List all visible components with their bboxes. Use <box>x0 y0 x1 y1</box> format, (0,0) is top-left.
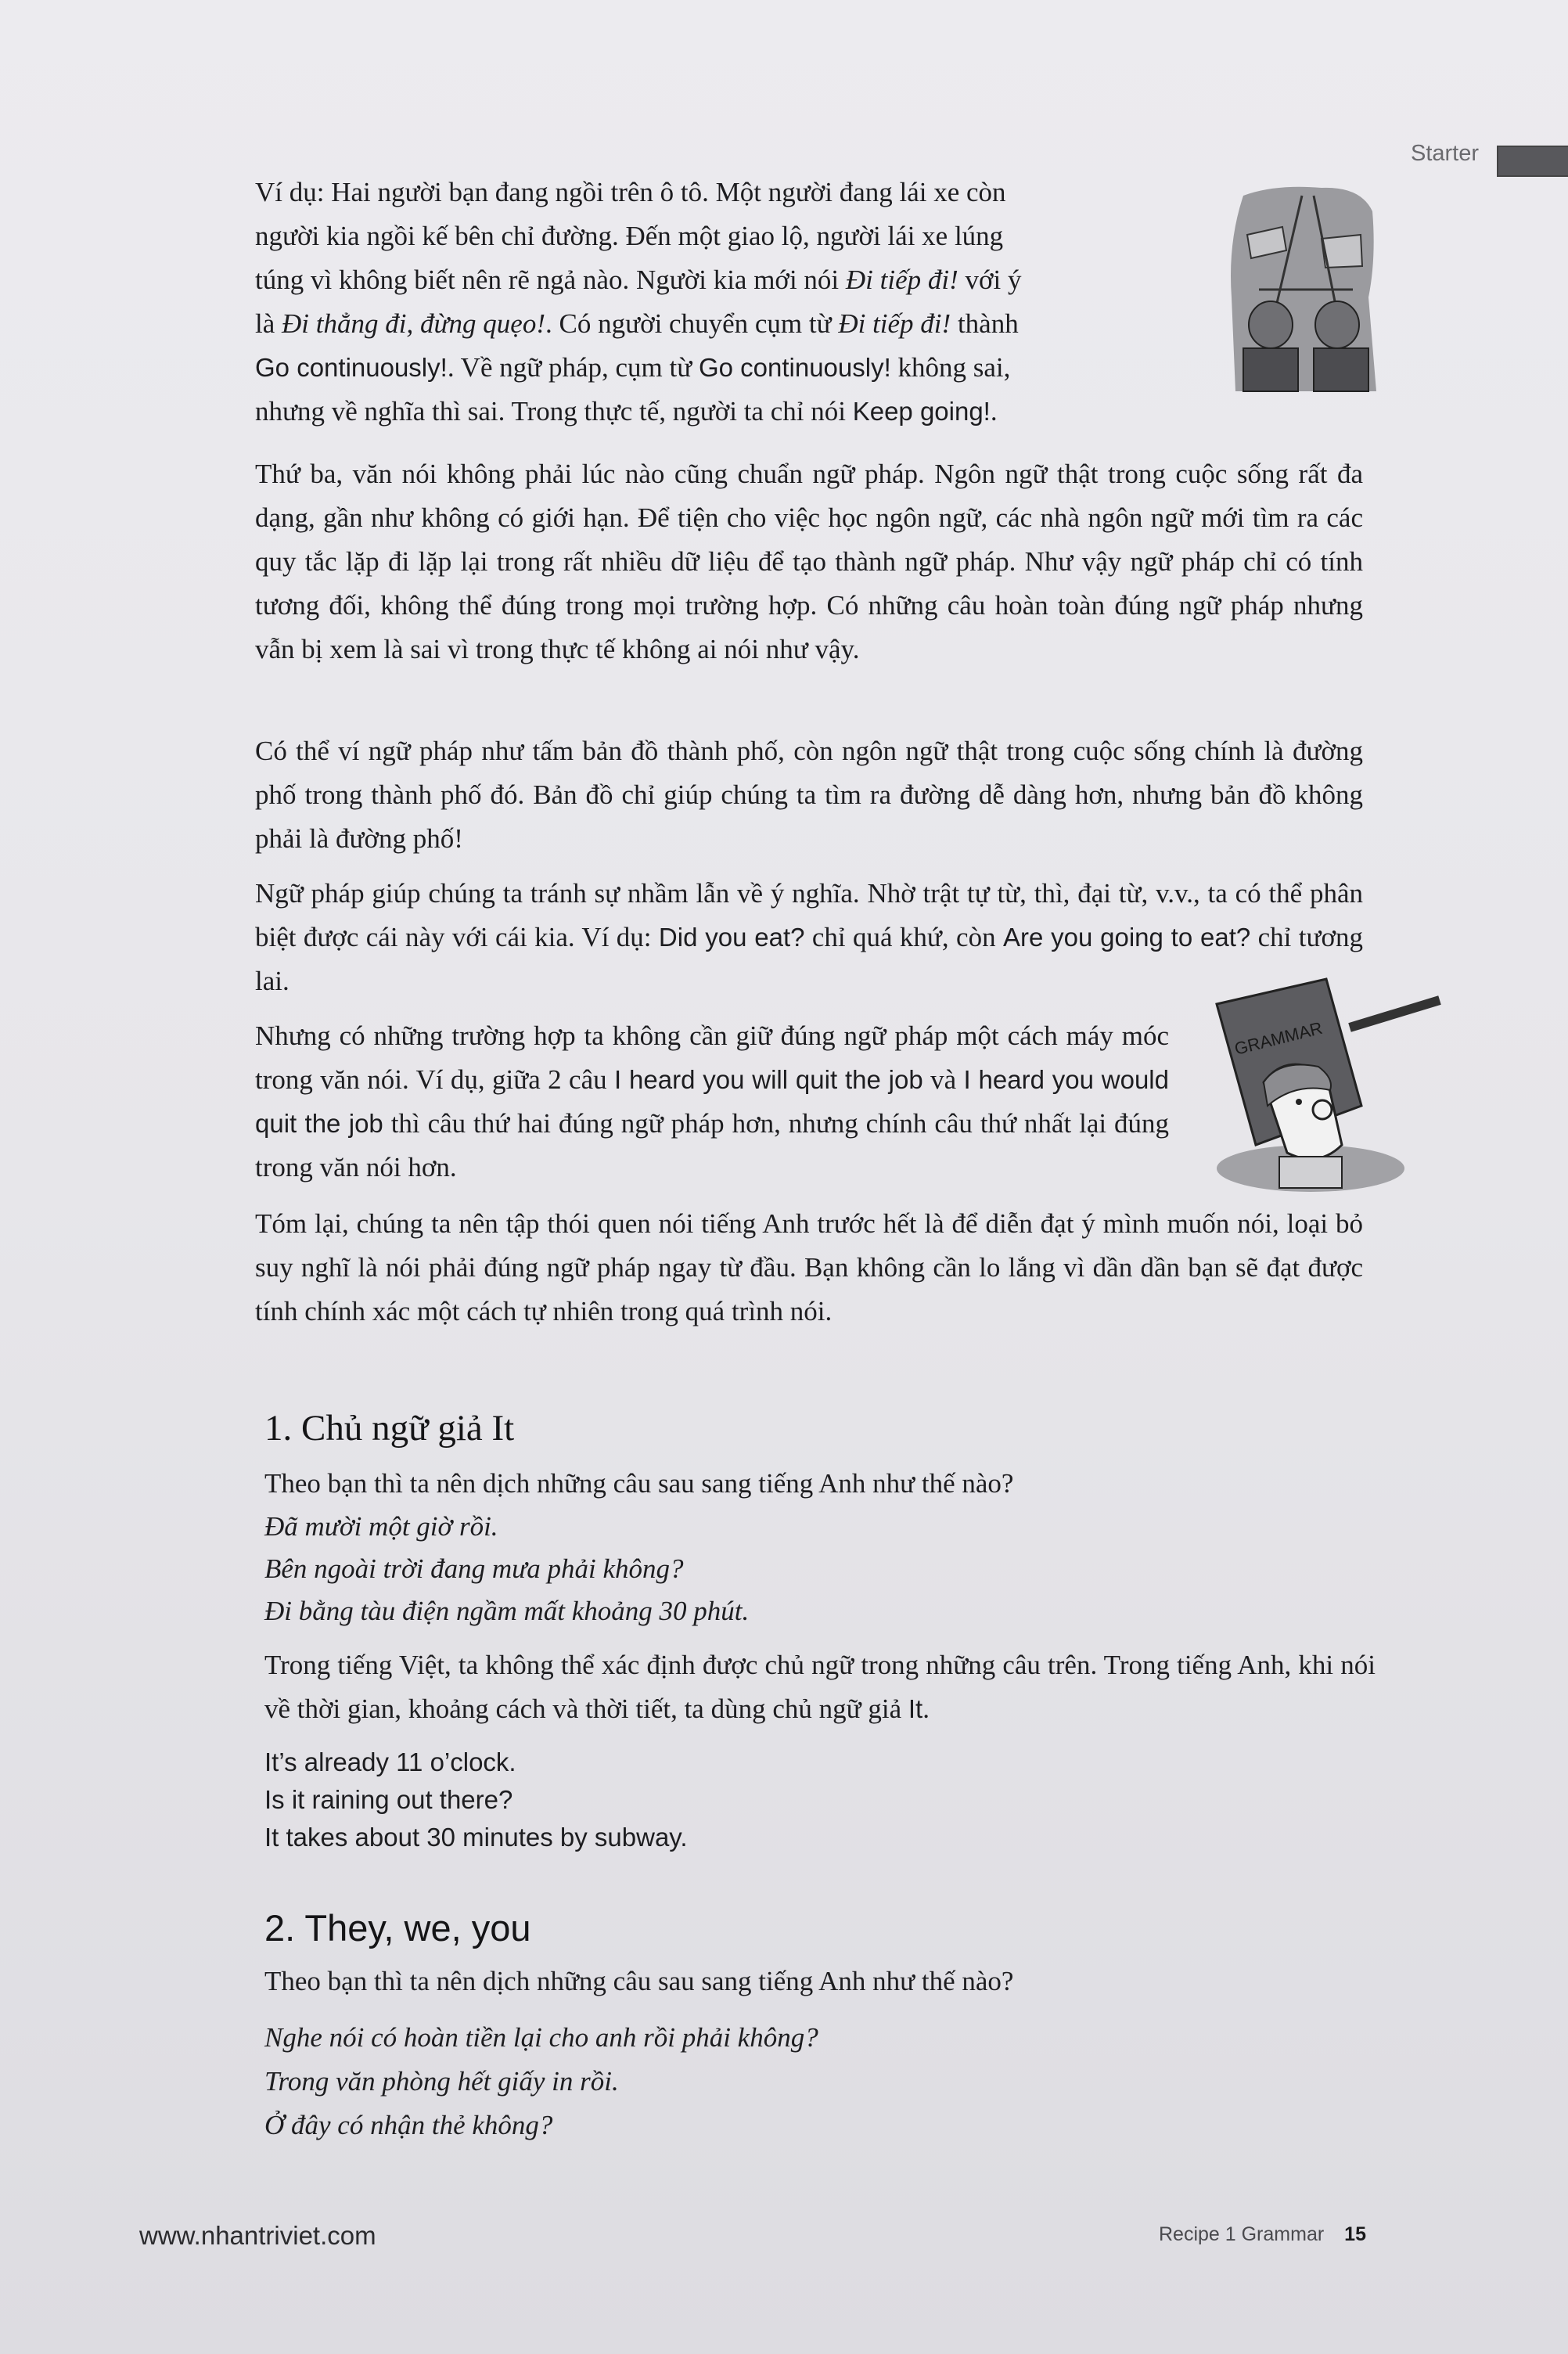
en-example: Is it raining out there? <box>264 1785 513 1814</box>
paragraph-mechanical-grammar <box>255 1014 1169 1190</box>
text-run: nhưng về nghĩa thì sai. Trong thực tế, người ta chỉ nói <box>255 396 853 427</box>
text-run: Nhưng có những trường hợp ta không cần giữ đúng ngữ pháp một cách máy móc trong văn nói. Ví dụ, giữa 2 câu <box>255 1020 1169 1095</box>
text-run: . <box>922 1694 930 1724</box>
grammar-book-illustration <box>1201 973 1444 1208</box>
text-run: Trong tiếng Việt, ta không thể xác định được chủ ngữ trong những câu trên. Trong tiếng Anh, khi nói về thời gian, khoảng cách và thời tiết, ta dùng chủ ngữ giả <box>264 1650 1376 1724</box>
text-run: Ví dụ: Hai người bạn đang ngồi trên ô tô. Một người đang lái xe còn <box>255 177 1006 207</box>
footer-website: www.nhantriviet.com <box>139 2221 376 2250</box>
text-run: Đi tiếp đi! <box>838 308 951 339</box>
text-run: Go continuously! <box>698 353 891 382</box>
text-run: Ngữ pháp giúp chúng ta tránh sự nhầm lẫn về ý nghĩa. Nhờ trật tự từ, thì, đại từ, v.v., ta có thể phân biệt được cái này với cái kia. Ví dụ: <box>255 878 1363 952</box>
section1-vi-examples <box>264 1506 1376 1632</box>
paragraph-spoken-grammar <box>255 452 1363 671</box>
car-illustration <box>1228 180 1376 399</box>
section-tab-marker <box>1497 146 1568 177</box>
vi-example: Ở đây có nhận thẻ không? <box>264 2110 553 2140</box>
paragraph-text: Thứ ba, văn nói không phải lúc nào cũng chuẩn ngữ pháp. Ngôn ngữ thật trong cuộc sống rất đa dạng, gần như không có giới hạn. Để tiện cho việc học ngôn ngữ, các nhà ngôn ngữ mới tìm ra các quy tắc lặp đi lặp lại trong rất nhiều dữ liệu để tạo thành ngữ pháp. Như vậy ngữ pháp chỉ có tính tương đối, không thể đúng trong mọi trường hợp. Có những câu hoàn toàn đúng ngữ pháp nhưng vẫn bị xem là sai vì trong thực tế không ai nói như vậy. <box>255 459 1363 664</box>
paragraph-text: Có thể ví ngữ pháp như tấm bản đồ thành phố, còn ngôn ngữ thật trong cuộc sống chính là đường phố trong thành phố đó. Bản đồ chỉ giúp chúng ta tìm ra đường dễ dàng hơn, nhưng bản đồ không phải là đường phố! <box>255 736 1363 854</box>
grammar-book-icon <box>1201 973 1444 1208</box>
vi-example: Đã mười một giờ rồi. <box>264 1511 498 1542</box>
paragraph-line <box>255 214 1163 258</box>
en-example: It takes about 30 minutes by subway. <box>264 1823 688 1852</box>
section1-en-examples <box>264 1744 1376 1856</box>
text-run: Đi tiếp đi! <box>845 265 958 295</box>
text-run: Đi thẳng đi, đừng quẹo! <box>282 308 545 339</box>
text-run: Keep going! <box>852 397 991 426</box>
text-run: . <box>990 396 998 427</box>
text-run: thì câu thứ hai đúng ngữ pháp hơn, nhưng chính câu thứ nhất lại đúng trong văn nói hơn. <box>255 1108 1169 1182</box>
vi-example: Trong văn phòng hết giấy in rồi. <box>264 2066 619 2097</box>
paragraph-text <box>255 872 1363 1003</box>
page-number: 15 <box>1344 2223 1366 2245</box>
vi-example: Nghe nói có hoàn tiền lại cho anh rồi phải không? <box>264 2022 818 2053</box>
section-tab <box>1411 141 1493 167</box>
section2-body <box>264 1960 1376 2147</box>
footer-running-title <box>1159 2223 1366 2246</box>
running-title: Recipe 1 Grammar <box>1159 2223 1325 2245</box>
section2-question: Theo bạn thì ta nên dịch những câu sau sang tiếng Anh như thế nào? <box>264 1966 1014 1996</box>
text-run: người kia ngồi kế bên chỉ đường. Đến một giao lộ, người lái xe lúng <box>255 221 1004 251</box>
paragraph-text: Tóm lại, chúng ta nên tập thói quen nói tiếng Anh trước hết là để diễn đạt ý mình muốn nói, loại bỏ suy nghĩ là nói phải đúng ngữ pháp ngay từ đầu. Bạn không cần lo lắng vì dần dần bạn sẽ đạt được tính chính xác một cách tự nhiên trong quá trình nói. <box>255 1208 1363 1326</box>
text-run: là <box>255 308 282 339</box>
paragraph-line <box>255 346 1163 390</box>
paragraph-example-car <box>255 171 1163 434</box>
paragraph-line <box>255 302 1163 346</box>
paragraph-line <box>255 390 1163 434</box>
text-run: . Có người chuyển cụm từ <box>545 308 839 339</box>
section-heading-2: 2. They, we, you <box>264 1907 531 1949</box>
paragraph-summary <box>255 1202 1363 1334</box>
text-run: túng vì không biết nên rẽ ngả nào. Người kia mới nói <box>255 265 846 295</box>
section2-vi-examples <box>264 2016 1376 2147</box>
text-run: I heard you will quit the job <box>614 1065 923 1094</box>
book-label: GRAMMAR <box>1232 1017 1325 1059</box>
text-run: không sai, <box>890 352 1011 383</box>
text-run: và <box>922 1064 964 1095</box>
text-run: chỉ tương lai. <box>255 922 1363 996</box>
paragraph-grammar-meaning <box>255 872 1363 1003</box>
text-run: I heard you would quit the job <box>255 1065 1169 1138</box>
en-example: It’s already 11 o’clock. <box>264 1748 516 1776</box>
car-intersection-icon <box>1228 180 1376 399</box>
text-run: Are you going to eat? <box>1002 923 1251 952</box>
paragraph-line <box>255 171 1163 214</box>
section-heading-1: 1. Chủ ngữ giả It <box>264 1408 515 1449</box>
text-run: với ý <box>958 265 1022 295</box>
text-run: It <box>908 1694 923 1723</box>
text-run: Did you eat? <box>658 923 805 952</box>
section-label: Starter <box>1411 141 1480 166</box>
vi-example: Bên ngoài trời đang mưa phải không? <box>264 1553 684 1584</box>
section1-explanation <box>264 1643 1376 1731</box>
paragraph-line <box>255 258 1163 302</box>
vi-example: Đi bằng tàu điện ngầm mất khoảng 30 phút. <box>264 1596 750 1626</box>
paragraph-text <box>255 1014 1169 1190</box>
text-run: thành <box>951 308 1019 339</box>
section1-body <box>264 1462 1376 1856</box>
section1-question: Theo bạn thì ta nên dịch những câu sau sang tiếng Anh như thế nào? <box>264 1468 1014 1499</box>
paragraph-map-analogy <box>255 729 1363 861</box>
text-run: . Về ngữ pháp, cụm từ <box>447 352 699 383</box>
text-run: Go continuously! <box>255 353 448 382</box>
text-run: chỉ quá khứ, còn <box>804 922 1003 952</box>
